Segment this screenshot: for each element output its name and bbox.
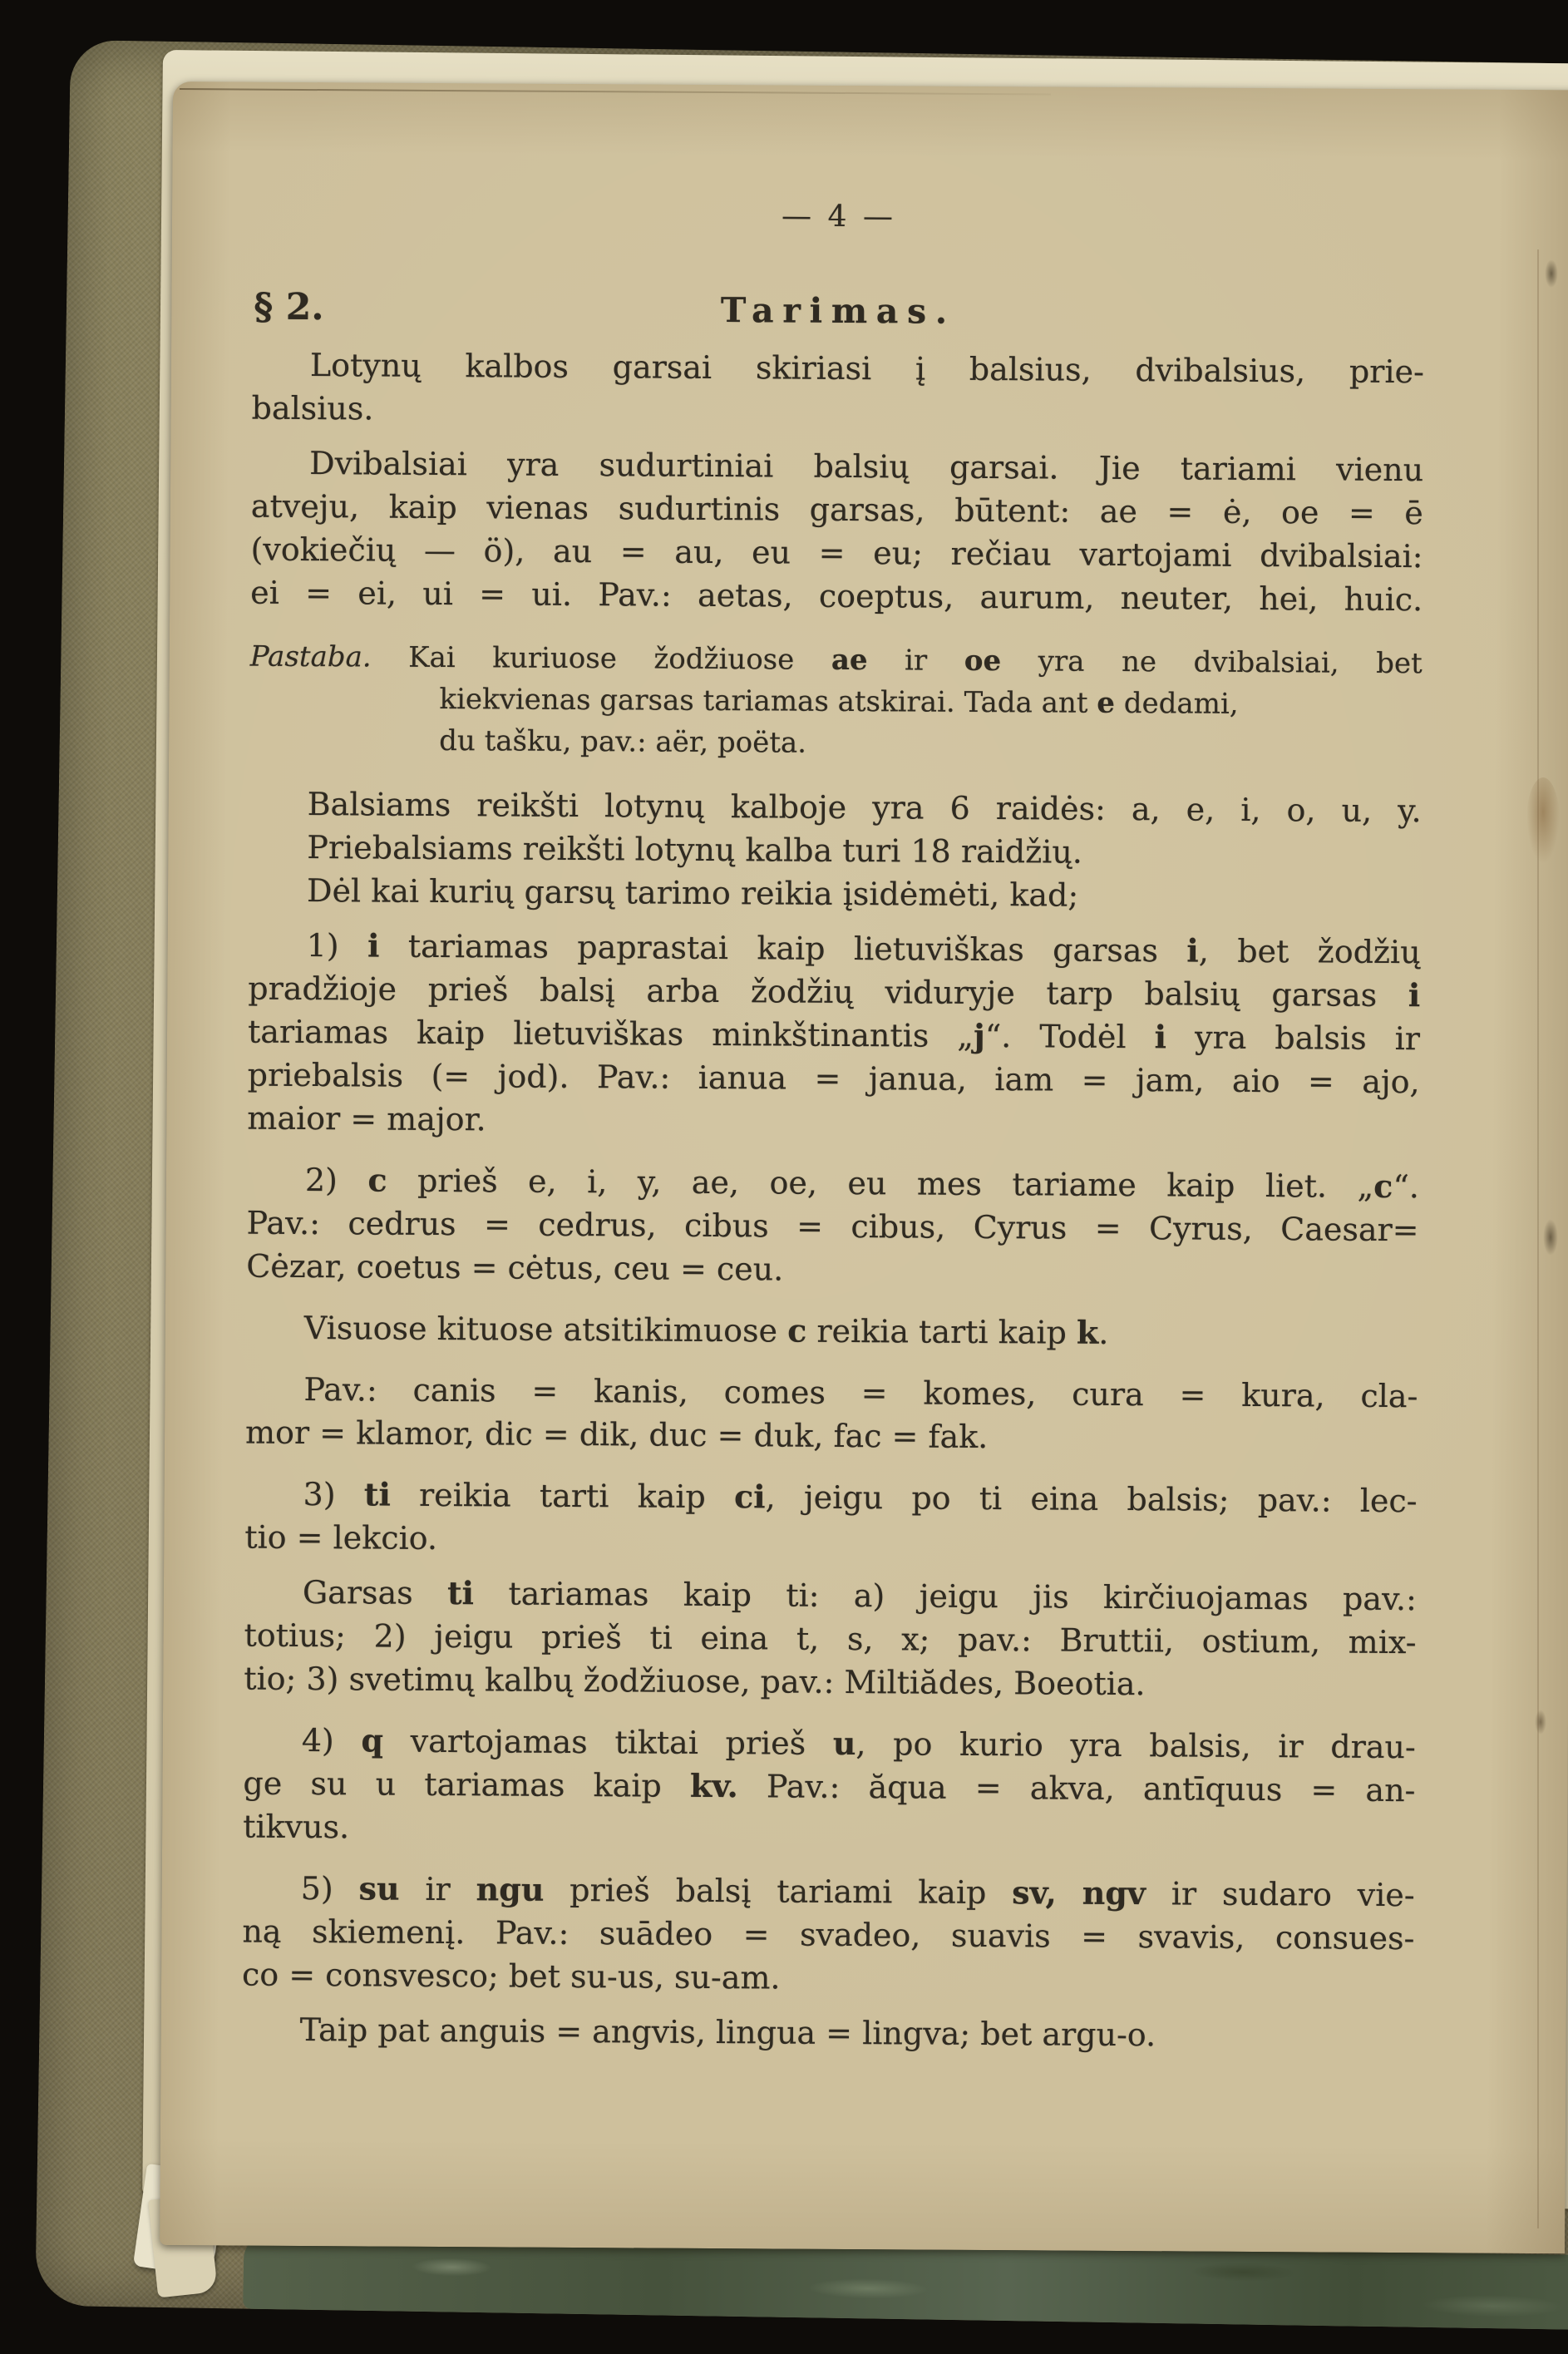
text-line [249,782,1422,833]
text-segment: 3) [303,1475,364,1513]
text-segment: kiekvienas garsas tariamas atskirai. Tada ant [439,682,1097,720]
text-line [244,1719,1416,1769]
text-segment: mor = klamor, dic = dik, duc = duk, fac = fak. [244,1414,989,1456]
text-segment: i [1408,976,1421,1014]
text-line [243,1805,1415,1856]
text-segment: Kai kuriuose žodžiuose [371,640,832,677]
section-number: § 2. [254,285,324,329]
text-line [250,571,1423,622]
text-segment: Dėl kai kurių garsų tarimo reikia įsidėmėti, kad; [306,872,1079,914]
text-segment: prieš e, i, y, ae, oe, eu mes tariame kaip liet. „ [387,1162,1374,1205]
text-line [248,1010,1420,1061]
text-segment: Taip pat anguis = angvis, lingua = lingva; bet argu-o. [299,2011,1156,2054]
text-line [243,1867,1415,1917]
text-segment: prieš balsį tariami kaip [544,1871,1013,1912]
text-segment: c [787,1311,807,1350]
line-balsiams [249,782,1422,833]
text-segment: q [361,1721,384,1759]
para-garsas-ti [244,1571,1417,1708]
text-line [246,1306,1418,1357]
text-line [244,1571,1417,1621]
text-segment: pradžioje prieš balsį arba žodžių viduryje tarp balsių garsas [248,970,1409,1014]
text-segment: yra ne dvibalsiai, bet [1001,644,1423,681]
scan-artifact [1543,1219,1558,1256]
text-line [247,1097,1419,1147]
text-segment: reikia tarti kaip [390,1476,735,1516]
text-line [246,1245,1418,1295]
text-line [242,2008,1414,2059]
text-segment: su [358,1869,400,1907]
text-segment: Dvibalsiai yra sudurtiniai balsių garsai. Jie tariami vienu [309,445,1424,489]
text-line [249,719,1422,768]
text-line [251,485,1423,535]
text-segment: j [973,1016,985,1054]
line-priebalsiams [249,826,1421,876]
text-segment [1057,1875,1082,1912]
text-segment: ge su u tariamas kaip [243,1764,691,1804]
text-segment: ti [363,1475,391,1513]
text-line [245,1368,1418,1419]
text-segment: Pav.: cedrus = cedrus, cibus = cibus, Cyrus = Cyrus, Caesar= [246,1204,1419,1249]
text-segment: e [1097,686,1116,720]
book-page [160,81,1568,2253]
text-segment: ngv [1082,1873,1146,1912]
text-line [249,826,1421,876]
text-segment: Cėzar, coetus = cėtus, ceu = ceu. [246,1247,784,1288]
item-3-ti [244,1473,1418,1567]
text-line [245,1411,1418,1462]
page-top-crease [180,88,1051,95]
text-segment: oe [964,644,1002,679]
text-segment: yra balsis ir [1166,1019,1421,1058]
text-line [244,1614,1416,1665]
text-line [248,1054,1420,1104]
text-segment: Lotynų kalbos garsai skiriasi į balsius, dvibalsius, prie- [309,347,1425,391]
text-block [242,179,1426,2059]
text-segment: ci [733,1478,766,1516]
text-segment: ir sudaro vie- [1145,1875,1415,1914]
text-segment: balsius. [251,389,374,427]
text-segment: , jeigu po ti eina balsis; pav.: lec- [765,1478,1418,1520]
text-segment: ae [831,643,868,678]
text-line [242,1910,1414,1961]
text-segment: kv. [689,1766,738,1805]
line-del-garsu [249,869,1421,920]
text-segment: (vokiečių — ö), au = au, eu = eu; rečiau vartojami dvibalsiai: [250,531,1423,575]
text-line [244,1657,1416,1708]
text-segment: 4) [301,1721,362,1759]
text-segment: u [832,1724,856,1763]
page-right-edge-line [1537,249,1539,2228]
text-segment: k [1076,1313,1099,1351]
text-line [249,678,1422,727]
text-segment: ngu [476,1870,545,1908]
text-line [248,967,1420,1018]
text-segment: 5) [300,1869,359,1907]
text-segment: tariamas kaip lietuviškas minkštinantis „ [247,1013,974,1054]
text-segment: i [1154,1018,1167,1056]
pastaba-note [249,636,1423,768]
para-dvibalsiai [250,442,1423,622]
text-line [252,343,1424,394]
text-segment: , po kurio yra balsis, ir drau- [855,1725,1416,1766]
text-segment: 2) [304,1161,368,1199]
text-segment: vartojamas tiktai prieš [382,1722,834,1762]
text-segment: 1) [306,927,368,965]
text-line [243,1762,1415,1813]
text-segment: dedami, [1114,686,1239,721]
section-title: Tarimas. [720,290,956,332]
scan-artifact [1545,259,1558,288]
text-segment: tio = lekcio. [244,1518,438,1557]
text-segment: tariamas paprastai kaip lietuviškas garsas [379,927,1187,970]
text-segment: sv, [1012,1873,1057,1912]
item-1-i [247,924,1421,1147]
text-line [244,1473,1417,1523]
text-segment: Visuose kituose atsitikimuose [303,1309,788,1350]
para-pav-canis [245,1368,1418,1462]
text-line [247,1158,1419,1209]
text-segment: Priebalsiams reikšti lotynų kalba turi 18 raidžių. [307,829,1083,871]
text-line [248,924,1420,975]
text-segment: Garsas [302,1573,448,1612]
text-segment: priebalsis (= jod). Pav.: ianua = janua, iam = jam, aio = ajo, [247,1056,1420,1101]
text-segment: Pav.: ăqua = akva, antīquus = an- [737,1768,1416,1809]
text-segment: Pav.: canis = kanis, comes = komes, cura = kura, cla- [303,1370,1418,1415]
text-segment: . [1098,1314,1109,1351]
text-segment: i [367,926,380,965]
text-segment: co = consvesco; bet su-us, su-am. [241,1956,781,1996]
text-segment: Pastaba. [249,639,372,674]
text-segment: du tašku, pav.: aër, poëta. [439,723,807,760]
page-number: — 4 — [781,199,897,234]
text-segment: i [1186,931,1199,970]
para-intro [251,343,1424,437]
text-segment: c [367,1161,387,1199]
text-segment: tio; 3) svetimų kalbų žodžiuose, pav.: Miltiădes, Boeotia. [244,1660,1146,1703]
text-segment: tikvus. [243,1808,350,1846]
text-segment: ir [867,644,964,678]
text-segment: maior = major. [247,1099,486,1138]
text-segment: atveju, kaip vienas sudurtinis garsas, būtent: ae = ė, oe = ē [250,487,1423,532]
text-segment: totius; 2) jeigu prieš ti eina t, s, x; pav.: Bruttii, ostium, mix- [244,1616,1417,1661]
item-2-c [246,1158,1419,1295]
section-heading [252,284,1424,339]
text-segment: c [1373,1167,1393,1205]
item-5-su [242,1867,1415,2004]
text-line [250,528,1423,579]
text-segment: ti [446,1574,475,1612]
text-segment: “. [1393,1167,1420,1206]
text-line [246,1202,1418,1252]
text-segment: ir [399,1870,476,1908]
text-line [242,1953,1414,2004]
text-segment: tariamas kaip ti: a) jeigu jis kirčiuojamas pav.: [473,1575,1418,1618]
para-taip-pat [242,2008,1414,2059]
text-segment: reikia tarti kaip [806,1312,1077,1351]
scan-artifact [1526,777,1560,864]
scan-artifact [1535,1710,1546,1735]
text-segment: ei = ei, ui = ui. Pav.: aetas, coeptus, aurum, neuter, hei, huic. [250,574,1423,619]
text-segment: “. Todėl [984,1017,1155,1056]
text-line [244,1516,1417,1567]
para-visuose [246,1306,1418,1357]
text-segment: , bet žodžių [1198,932,1421,971]
text-line [250,636,1423,685]
text-line [251,442,1423,492]
item-4-q [243,1719,1416,1856]
text-line [249,869,1421,920]
text-segment: ną skiemenį. Pav.: suādeo = svadeo, suavis = svavis, consues- [242,1912,1415,1957]
text-segment: Balsiams reikšti lotynų kalboje yra 6 raidės: a, e, i, o, u, y. [307,786,1422,830]
text-line [251,387,1423,437]
